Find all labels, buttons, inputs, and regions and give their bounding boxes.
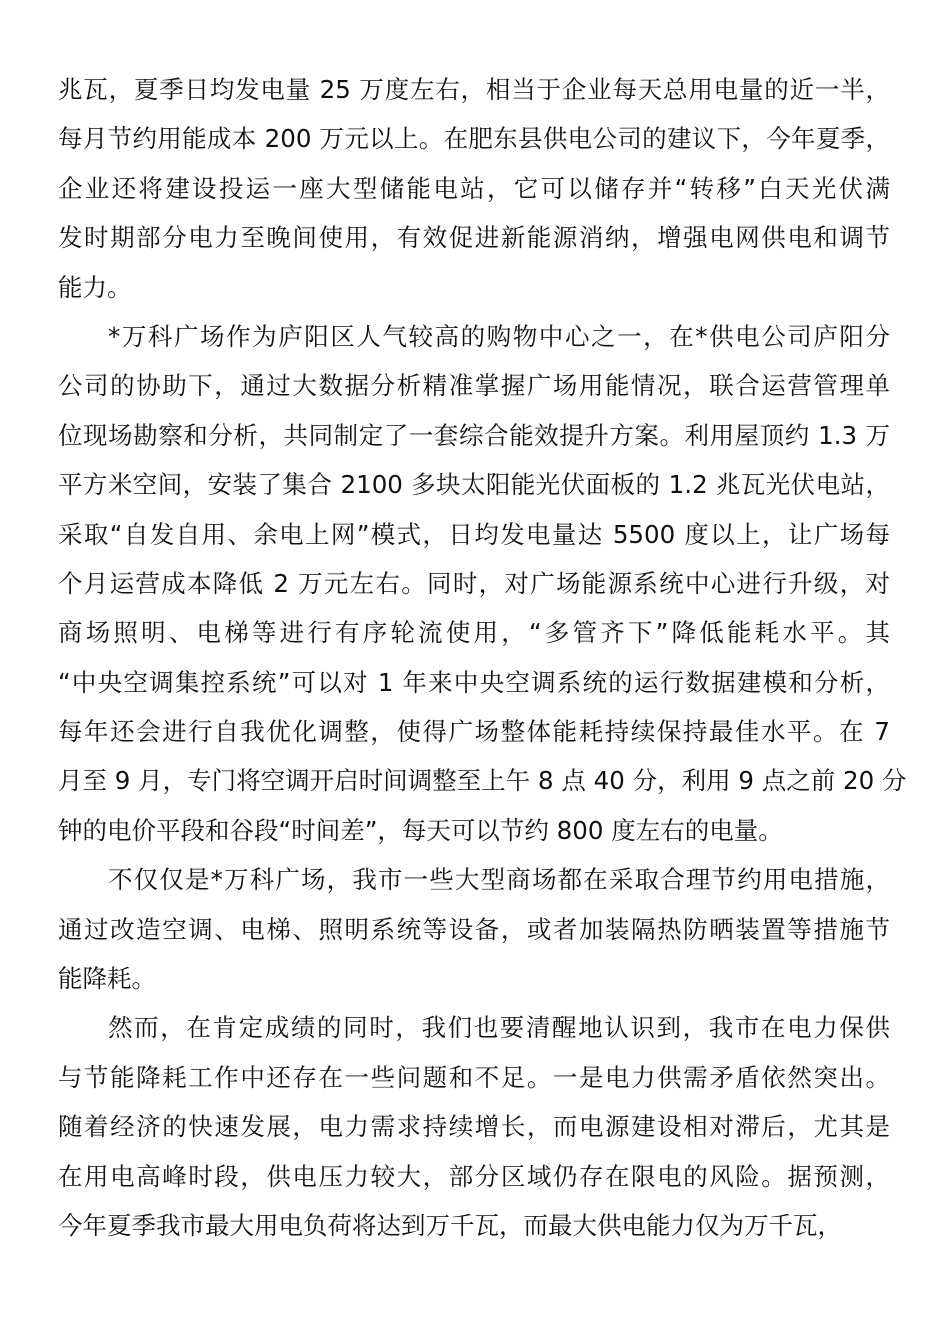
text-line: 随着经济的快速发展，电力需求持续增长，而电源建设相对滞后，尤其是 [58,1112,890,1142]
text-line: 每年还会进行自我优化调整，使得广场整体能耗持续保持最佳水平。在 7 [58,717,890,747]
text-line: *万科广场作为庐阳区人气较高的购物中心之一，在*供电公司庐阳分 [108,321,890,351]
text-line: 公司的协助下，通过大数据分析精准掌握广场用能情况，联合运营管理单 [58,371,890,401]
text-line: 然而，在肯定成绩的同时，我们也要清醒地认识到，我市在电力保供 [108,1013,890,1043]
text-line: 不仅仅是*万科广场，我市一些大型商场都在采取合理节约用电措施， [108,865,890,895]
text-line: 通过改造空调、电梯、照明系统等设备，或者加装隔热防晒装置等措施节 [58,914,890,944]
text-line: 今年夏季我市最大用电负荷将达到万千瓦，而最大供电能力仅为万千瓦， [58,1210,842,1240]
paragraph [58,855,890,1003]
text-line: 位现场勘察和分析，共同制定了一套综合能效提升方案。利用屋顶约 1.3 万 [58,420,890,450]
text-line: 发时期部分电力至晚间使用，有效促进新能源消纳，增强电网供电和调节 [58,223,890,253]
text-line: 兆瓦，夏季日均发电量 25 万度左右，相当于企业每天总用电量的近一半， [58,75,890,104]
text-line: 月至 9 月，专门将空调开启时间调整至上午 8 点 40 分，利用 9 点之前 20 分 [58,766,907,796]
text-line: 每月节约用能成本 200 万元以上。在肥东县供电公司的建议下，今年夏季， [58,124,890,154]
text-line: 在用电高峰时段，供电压力较大，部分区域仍存在限电的风险。据预测， [58,1161,890,1191]
document-body [58,65,907,1250]
text-line: 钟的电价平段和谷段“时间差”，每天可以节约 800 度左右的电量。 [58,815,783,845]
text-line: 能力。 [58,272,132,302]
text-line: 企业还将建设投运一座大型储能电站，它可以储存并“转移”白天光伏满 [58,173,890,203]
text-line: 个月运营成本降低 2 万元左右。同时，对广场能源系统中心进行升级，对 [58,568,890,598]
paragraph [58,65,890,312]
text-line: 能降耗。 [58,964,156,994]
paragraph [58,312,907,855]
text-line: 与节能降耗工作中还存在一些问题和不足。一是电力供需矛盾依然突出。 [58,1062,890,1092]
text-line: 商场照明、电梯等进行有序轮流使用，“多管齐下”降低能耗水平。其 [58,618,890,648]
paragraph [58,1003,890,1250]
text-line: 采取“自发自用、余电上网”模式，日均发电量达 5500 度以上，让广场每 [58,519,890,549]
text-line: 平方米空间，安装了集合 2100 多块太阳能光伏面板的 1.2 兆瓦光伏电站， [58,470,890,500]
document-page [58,65,907,1250]
text-line: “中央空调集控系统”可以对 1 年来中央空调系统的运行数据建模和分析， [58,667,890,697]
